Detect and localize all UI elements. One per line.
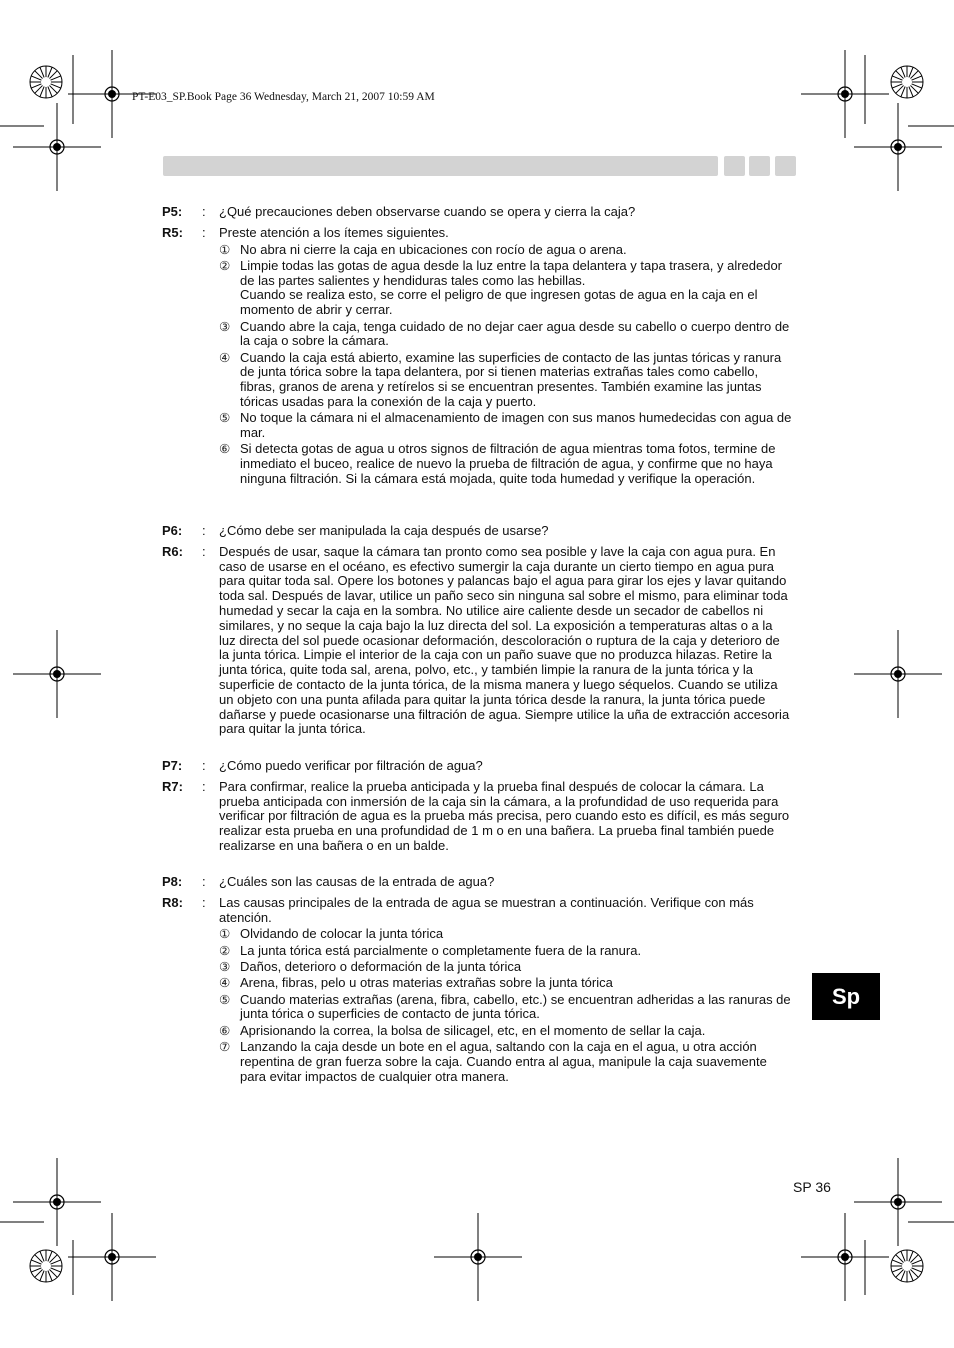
item-text: Cuando abre la caja, tenga cuidado de no dejar caer agua desde su cabello o cuerpo dentro de la caja o sobre la cámara.	[240, 318, 790, 349]
list-item	[219, 960, 792, 975]
answer-row	[162, 780, 792, 854]
list-item	[219, 411, 792, 441]
colon: :	[202, 758, 206, 773]
item-number: ⑥	[219, 1022, 231, 1038]
header-bar	[163, 156, 718, 176]
list-item	[219, 259, 792, 318]
item-number: ①	[219, 241, 231, 257]
question-text: ¿Qué precauciones deben observarse cuando se opera y cierra la caja?	[219, 204, 636, 219]
question-label: P7:	[162, 758, 183, 773]
answer-text: Para confirmar, realice la prueba anticipada y la prueba final después de colocar la cámara. La prueba anticipada con inmersión de la caja sin la cámara, a la profundidad de uso requerida para verificar por filtración de agua es la prueba más precisa, pero cuando esto es difícil, es más seguro realizar esta prueba en una profundidad de 1 m o en una bañera. La prueba final también puede realizarse en una bañera o en un balde.	[219, 778, 790, 853]
item-text: Si detecta gotas de agua u otros signos de filtración de agua mientras toma fotos, termine de inmediato el buceo, realice de nuevo la prueba de filtración de agua, y confirme que no haya ninguna filtración. Si la cámara está mojada, quite toda humedad y verifique la operación.	[240, 441, 776, 487]
item-number: ②	[219, 257, 231, 273]
qa-section-p8	[162, 875, 792, 1092]
item-text: Limpie todas las gotas de agua desde la luz entre la tapa delantera y tapa trasera, y alrededor de las partes salientes y hendiduras tales como las hebillas.	[240, 257, 783, 288]
list-item	[219, 993, 792, 1023]
qa-section-p6	[162, 524, 792, 743]
question-row	[162, 875, 792, 890]
colon: :	[202, 204, 206, 219]
item-number: ②	[219, 942, 231, 958]
item-text: No toque la cámara ni el almacenamiento de imagen con sus manos humedecidas con agua de mar.	[240, 410, 792, 441]
colon: :	[202, 224, 206, 240]
item-number: ⑤	[219, 410, 231, 426]
colon: :	[202, 523, 206, 538]
question-text: ¿Cómo debe ser manipulada la caja después de usarse?	[219, 523, 549, 538]
item-text: No abra ni cierre la caja en ubicaciones con rocío de agua o arena.	[240, 241, 627, 257]
question-label: P5:	[162, 204, 183, 219]
colon: :	[202, 778, 206, 794]
header-square	[775, 156, 796, 176]
answer-row	[162, 896, 792, 1086]
answer-list	[219, 927, 792, 1084]
question-text: ¿Cuáles son las causas de la entrada de agua?	[219, 874, 495, 889]
colon: :	[202, 894, 206, 910]
print-file-info: PT-E03_SP.Book Page 36 Wednesday, March 21, 2007 10:59 AM	[132, 91, 435, 103]
item-text: Cuando materias extrañas (arena, fibra, cabello, etc.) se encuentran adheridas a las ranuras de junta tórica o superficies de contacto de junta tórica.	[240, 991, 791, 1022]
item-note: Cuando se realiza esto, se corre el peligro de que ingresen gotas de agua en la caja en el momento de abrir y cerrar.	[240, 287, 758, 318]
question-label: P6:	[162, 523, 183, 538]
question-row	[162, 524, 792, 539]
item-number: ③	[219, 958, 231, 974]
list-item	[219, 976, 792, 991]
list-item	[219, 1040, 792, 1084]
item-number: ⑤	[219, 991, 231, 1007]
qa-section-p5	[162, 205, 792, 494]
item-text: Cuando la caja está abierto, examine las superficies de contacto de las juntas tóricas y ranura de junta tórica sobre la tapa delantera, por si tienen materias extrañas tales como cabello, fibras, granos de arena y retírelos si se encuentran presentes. También examine las juntas tóricas usadas para la conexión de la caja y puerto.	[240, 349, 782, 410]
answer-text: Las causas principales de la entrada de agua se muestran a continuación. Verifique con más atención.	[219, 894, 754, 925]
answer-list	[219, 243, 792, 487]
item-text: Arena, fibras, pelo u otras materias extrañas sobre la junta tórica	[240, 975, 613, 991]
list-item	[219, 1024, 792, 1039]
answer-label: R8:	[162, 894, 183, 910]
item-number: ④	[219, 975, 231, 991]
header-square	[749, 156, 770, 176]
colon: :	[202, 543, 206, 559]
question-row	[162, 759, 792, 774]
item-text: Aprisionando la correa, la bolsa de silicagel, etc, en el momento de sellar la caja.	[240, 1022, 706, 1038]
qa-section-p7	[162, 759, 792, 860]
question-row	[162, 205, 792, 220]
item-text: Daños, deterioro o deformación de la junta tórica	[240, 958, 522, 974]
list-item	[219, 944, 792, 959]
list-item	[219, 927, 792, 942]
item-number: ①	[219, 926, 231, 942]
item-text: Lanzando la caja desde un bote en el agua, saltando con la caja en el agua, u otra acción repentina de gran fuerza sobre la caja. Cuando entra al agua, manipule la caja suavemente para evitar impactos de cualquier otra manera.	[240, 1038, 767, 1084]
question-text: ¿Cómo puedo verificar por filtración de agua?	[219, 758, 483, 773]
colon: :	[202, 874, 206, 889]
item-number: ⑥	[219, 441, 231, 457]
item-number: ⑦	[219, 1038, 231, 1054]
answer-label: R7:	[162, 778, 183, 794]
language-tab: Sp	[812, 973, 880, 1020]
answer-row	[162, 545, 792, 737]
item-number: ③	[219, 318, 231, 334]
page-number: SP 36	[793, 1179, 831, 1195]
list-item	[219, 351, 792, 410]
item-number: ④	[219, 349, 231, 365]
question-label: P8:	[162, 874, 183, 889]
item-text: La junta tórica está parcialmente o completamente fuera de la ranura.	[240, 942, 642, 958]
answer-label: R6:	[162, 543, 183, 559]
answer-text: Preste atención a los ítemes siguientes.	[219, 224, 449, 240]
header-square	[724, 156, 745, 176]
answer-label: R5:	[162, 224, 183, 240]
item-text: Olvidando de colocar la junta tórica	[240, 926, 444, 942]
list-item	[219, 320, 792, 350]
list-item	[219, 442, 792, 486]
answer-row	[162, 226, 792, 489]
list-item	[219, 243, 792, 258]
answer-text: Después de usar, saque la cámara tan pronto como sea posible y lave la caja con agua pura. En caso de usarse en el océano, es efectivo sumergir la caja durante un cierto tiempo en agua pura para quitar toda sal. Opere los botones y palancas bajo el agua para girar los ejes y lavar quitando toda sal. Después de lavar, utilice un paño seco sin ninguna sal sobre el mismo, para eliminar toda humedad y secar la caja en la sombra. No utilice aire caliente desde un secador de cabellos ni similares, y no seque la caja bajo la luz directa del sol. La exposición a temperaturas altas o a la luz directa del sol puede ocasionar deformación, descoloración o ruptura de la caja y deterioro de la junta tórica. Limpie el interior de la caja con un paño suave que no produzca hilazas. Retire la junta tórica, quite toda sal, arena, polvo, etc., y también limpie la ranura de la junta tórica y la superficie de contacto de la junta tórica, de la misma manera y luego séquelos. Cuando se utiliza un objeto con una punta afilada para quitar la junta tórica desde la ranura, la junta tórica puede dañarse y puede ocasionarse una filtración de agua. Siempre utilice la uña de extracción accesoria para quitar la junta tórica.	[219, 543, 790, 737]
